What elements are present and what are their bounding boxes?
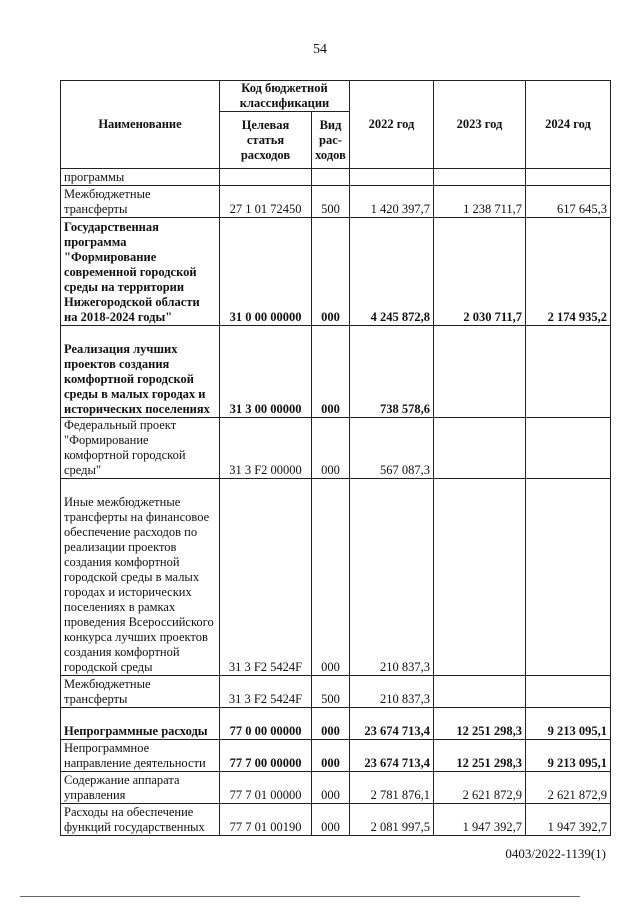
row-2023 — [434, 418, 526, 479]
header-2023: 2023 год — [434, 81, 526, 169]
row-2022: 2 081 997,5 — [350, 804, 434, 836]
row-2024 — [526, 676, 611, 708]
row-kind: 000 — [312, 418, 350, 479]
row-2024: 9 213 095,1 — [526, 740, 611, 772]
row-code: 77 7 01 00190 — [220, 804, 312, 836]
row-name: Государственная программа "Формирование современной городской среды на территории Нижегородской области на 2018-2024 годы" — [61, 218, 220, 326]
row-name: Непрограммные расходы — [61, 708, 220, 740]
row-code: 77 7 00 00000 — [220, 740, 312, 772]
row-2024: 1 947 392,7 — [526, 804, 611, 836]
row-2023 — [434, 169, 526, 186]
budget-table — [60, 80, 611, 836]
row-code — [220, 169, 312, 186]
row-code: 31 3 00 00000 — [220, 326, 312, 418]
row-2024 — [526, 169, 611, 186]
row-kind: 500 — [312, 186, 350, 218]
table-header — [61, 81, 611, 169]
row-code: 31 3 F2 00000 — [220, 418, 312, 479]
row-2022: 1 420 397,7 — [350, 186, 434, 218]
row-kind: 000 — [312, 218, 350, 326]
row-kind: 000 — [312, 772, 350, 804]
row-2023 — [434, 676, 526, 708]
row-2024 — [526, 479, 611, 676]
row-2022: 210 837,3 — [350, 676, 434, 708]
row-kind: 000 — [312, 740, 350, 772]
row-2023: 12 251 298,3 — [434, 708, 526, 740]
header-2022: 2022 год — [350, 81, 434, 169]
row-name: Межбюджетные трансферты — [61, 676, 220, 708]
row-code: 31 0 00 00000 — [220, 218, 312, 326]
table-row — [61, 186, 611, 218]
row-kind — [312, 169, 350, 186]
row-code: 31 3 F2 5424F — [220, 479, 312, 676]
page-number: 54 — [313, 42, 327, 57]
row-2024: 617 645,3 — [526, 186, 611, 218]
row-2023: 12 251 298,3 — [434, 740, 526, 772]
table-row — [61, 772, 611, 804]
table-row — [61, 169, 611, 186]
document-code: 0403/2022-1139(1) — [505, 846, 606, 861]
footer-divider — [20, 896, 580, 897]
row-2023: 2 030 711,7 — [434, 218, 526, 326]
row-name: Расходы на обеспечение функций государственных — [61, 804, 220, 836]
row-name: Межбюджетные трансферты — [61, 186, 220, 218]
table-row — [61, 740, 611, 772]
row-name: Федеральный проект "Формирование комфортной городской среды" — [61, 418, 220, 479]
row-kind: 000 — [312, 804, 350, 836]
row-name: программы — [61, 169, 220, 186]
row-2023: 1 947 392,7 — [434, 804, 526, 836]
header-target-item: Целевая статья расходов — [220, 112, 312, 169]
row-kind: 000 — [312, 708, 350, 740]
row-name: Реализация лучших проектов создания комфортной городской среды в малых городах и исторических поселениях — [61, 326, 220, 418]
row-2024: 9 213 095,1 — [526, 708, 611, 740]
table-row — [61, 218, 611, 326]
header-name: Наименование — [61, 81, 220, 169]
row-2022: 210 837,3 — [350, 479, 434, 676]
header-2024: 2024 год — [526, 81, 611, 169]
row-code: 77 0 00 00000 — [220, 708, 312, 740]
row-kind: 000 — [312, 479, 350, 676]
row-2024 — [526, 326, 611, 418]
row-2022: 23 674 713,4 — [350, 708, 434, 740]
row-code: 31 3 F2 5424F — [220, 676, 312, 708]
table-row — [61, 676, 611, 708]
row-2022: 23 674 713,4 — [350, 740, 434, 772]
header-expense-kind: Вид рас-ходов — [312, 112, 350, 169]
row-2023 — [434, 326, 526, 418]
table-row — [61, 418, 611, 479]
table-row — [61, 479, 611, 676]
header-budget-code: Код бюджетной классификации — [220, 81, 350, 112]
row-2022: 2 781 876,1 — [350, 772, 434, 804]
row-2022: 738 578,6 — [350, 326, 434, 418]
table-row — [61, 804, 611, 836]
row-2024 — [526, 418, 611, 479]
row-2022: 567 087,3 — [350, 418, 434, 479]
row-2022: 4 245 872,8 — [350, 218, 434, 326]
row-name: Содержание аппарата управления — [61, 772, 220, 804]
row-2023: 1 238 711,7 — [434, 186, 526, 218]
table-row — [61, 708, 611, 740]
row-name: Непрограммное направление деятельности — [61, 740, 220, 772]
row-code: 77 7 01 00000 — [220, 772, 312, 804]
row-2022 — [350, 169, 434, 186]
row-kind: 000 — [312, 326, 350, 418]
row-2024: 2 174 935,2 — [526, 218, 611, 326]
row-kind: 500 — [312, 676, 350, 708]
row-name: Иные межбюджетные трансферты на финансовое обеспечение расходов по реализации проектов создания комфортной городской среды в малых городах и исторических поселениях в рамках проведения Всероссийского конкурса лучших проектов создания комфортной городской среды — [61, 479, 220, 676]
row-2023: 2 621 872,9 — [434, 772, 526, 804]
row-2023 — [434, 479, 526, 676]
table-row — [61, 326, 611, 418]
row-code: 27 1 01 72450 — [220, 186, 312, 218]
row-2024: 2 621 872,9 — [526, 772, 611, 804]
